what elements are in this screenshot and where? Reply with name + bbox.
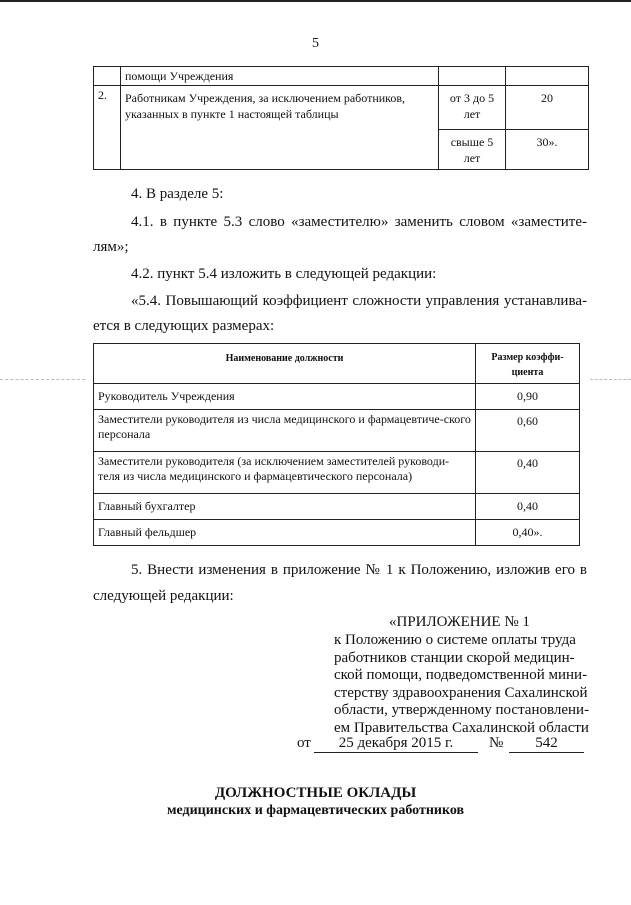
table-row — [94, 384, 580, 410]
table-cell-coefficient: 0,40». — [476, 520, 580, 546]
appendix-line: к Положению о системе оплаты труда — [334, 632, 576, 648]
table-row — [94, 452, 580, 494]
table-row — [94, 494, 580, 520]
paragraph-4-1-line2: лям»; — [93, 239, 129, 255]
table-cell-position: Руководитель Учреждения — [94, 384, 476, 410]
table-cell-value: 20 — [506, 86, 589, 130]
table-row — [94, 410, 580, 452]
page-top-edge-line — [0, 0, 631, 2]
column-header-coefficient: Размер коэффи-циента — [476, 344, 580, 384]
table-cell-value: 30». — [506, 130, 589, 170]
table-cell-text: помощи Учреждения — [121, 67, 439, 86]
appendix-line: области, утвержденному постановлени- — [334, 702, 590, 718]
scan-artifact-line — [0, 379, 85, 381]
appendix-number-label: № — [489, 735, 504, 751]
table-cell-text: Работникам Учреждения, за исключением работников, указанных в пункте 1 настоящей таблицы — [121, 86, 439, 170]
table-cell-coefficient: 0,60 — [476, 410, 580, 452]
appendix-number: 542 — [509, 735, 584, 753]
appendix-date: 25 декабря 2015 г. — [314, 735, 478, 753]
appendix-line: ской помощи, подведомственной мини- — [334, 667, 588, 683]
paragraph-4-1-line1: 4.1. в пункте 5.3 слово «заместителю» заменить словом «заместите- — [131, 214, 587, 230]
paragraph-section5: 4. В разделе 5: — [131, 186, 224, 202]
table-cell-position: Заместители руководителя (за исключением заместителей руководи-теля из числа медицинского и фармацевтического персонала) — [94, 452, 476, 494]
page-number: 5 — [312, 36, 319, 51]
table-header-row — [94, 344, 580, 384]
table-cell-period: от 3 до 5 лет — [439, 86, 506, 130]
table-row — [94, 67, 589, 86]
allowance-table — [93, 66, 589, 170]
column-header-position: Наименование должности — [94, 344, 476, 384]
document-heading: ДОЛЖНОСТНЫЕ ОКЛАДЫ — [214, 785, 417, 801]
paragraph-5-4-line1: «5.4. Повышающий коэффициент сложности управления устанавлива- — [131, 293, 587, 309]
paragraph-4-2: 4.2. пункт 5.4 изложить в следующей редакции: — [131, 266, 437, 282]
table-cell-position: Главный фельдшер — [94, 520, 476, 546]
table-cell-value — [506, 67, 589, 86]
table-row — [94, 86, 589, 130]
table-cell-position: Заместители руководителя из числа медицинского и фармацевтиче-ского персонала — [94, 410, 476, 452]
paragraph-5-4-line2: ется в следующих размерах: — [93, 318, 275, 334]
table-cell-period — [439, 67, 506, 86]
appendix-line: ем Правительства Сахалинской области — [334, 719, 589, 736]
paragraph-5-line1: 5. Внести изменения в приложение № 1 к Положению, изложив его в — [131, 562, 587, 578]
appendix-reference — [334, 632, 590, 737]
table-cell-num: 2. — [94, 86, 121, 170]
table-cell-coefficient: 0,40 — [476, 452, 580, 494]
coefficient-table — [93, 343, 580, 546]
appendix-title: «ПРИЛОЖЕНИЕ № 1 — [389, 614, 530, 630]
paragraph-5-line2: следующей редакции: — [93, 588, 234, 604]
scan-artifact-line — [590, 379, 631, 381]
table-cell-coefficient: 0,90 — [476, 384, 580, 410]
appendix-line: стерству здравоохранения Сахалинской — [334, 684, 588, 701]
table-cell-position: Главный бухгалтер — [94, 494, 476, 520]
appendix-line: работников станции скорой медицин- — [334, 649, 575, 666]
document-subheading: медицинских и фармацевтических работников — [166, 803, 465, 818]
table-cell-num — [94, 67, 121, 86]
table-row — [94, 520, 580, 546]
table-cell-period: свыше 5 лет — [439, 130, 506, 170]
appendix-from-label: от — [297, 735, 311, 751]
table-cell-coefficient: 0,40 — [476, 494, 580, 520]
